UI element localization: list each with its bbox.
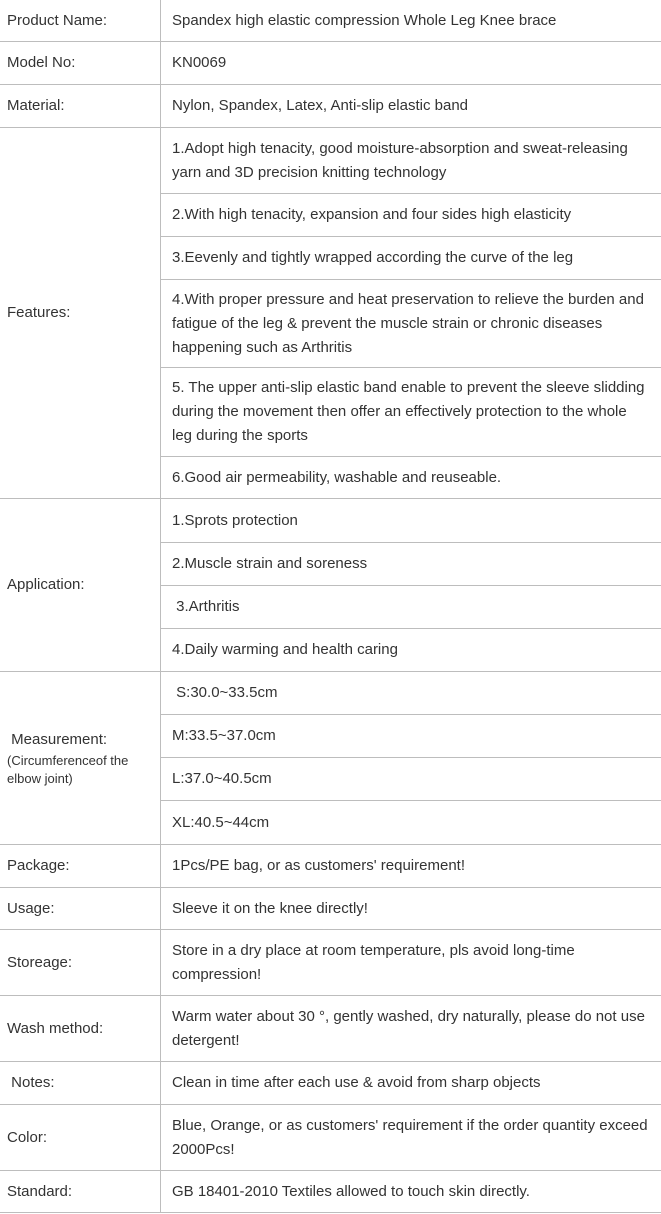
spec-value-cell: Blue, Orange, or as customers' requirement if the order quantity exceed 2000Pcs! bbox=[161, 1105, 661, 1171]
spec-label-cell bbox=[0, 42, 161, 85]
table-row bbox=[0, 0, 661, 42]
table-row bbox=[0, 128, 661, 194]
table-row bbox=[0, 1062, 661, 1105]
spec-label: Measurement: bbox=[7, 731, 108, 748]
spec-sublabel: (Circumferenceof the elbow joint) bbox=[7, 753, 133, 786]
spec-value-cell: Spandex high elastic compression Whole Leg Knee brace bbox=[161, 0, 661, 42]
table-row bbox=[0, 672, 661, 715]
spec-value-cell: L:37.0~40.5cm bbox=[161, 758, 661, 801]
spec-label: Wash method: bbox=[7, 1019, 104, 1037]
spec-label-cell bbox=[0, 128, 161, 499]
spec-label-cell bbox=[0, 499, 161, 672]
spec-value-cell: XL:40.5~44cm bbox=[161, 801, 661, 845]
spec-value-cell: S:30.0~33.5cm bbox=[161, 672, 661, 715]
spec-value-cell: 6.Good air permeability, washable and reuseable. bbox=[161, 457, 661, 499]
spec-label-cell bbox=[0, 930, 161, 996]
spec-value-cell: Clean in time after each use & avoid from sharp objects bbox=[161, 1062, 661, 1105]
spec-label: Storeage: bbox=[7, 953, 73, 971]
spec-value-cell: GB 18401-2010 Textiles allowed to touch skin directly. bbox=[161, 1171, 661, 1213]
spec-label-cell bbox=[0, 996, 161, 1062]
spec-value-cell: 1Pcs/PE bag, or as customers' requirement! bbox=[161, 845, 661, 888]
table-row bbox=[0, 85, 661, 128]
table-row bbox=[0, 930, 661, 996]
spec-value-cell: 4.Daily warming and health caring bbox=[161, 629, 661, 672]
spec-label-cell bbox=[0, 1105, 161, 1171]
spec-value-cell: 1.Adopt high tenacity, good moisture-absorption and sweat-releasing yarn and 3D precision knitting technology bbox=[161, 128, 661, 194]
spec-label-cell bbox=[0, 85, 161, 128]
spec-value-cell: Store in a dry place at room temperature, pls avoid long-time compression! bbox=[161, 930, 661, 996]
spec-value-cell: 1.Sprots protection bbox=[161, 499, 661, 543]
spec-value-cell: Nylon, Spandex, Latex, Anti-slip elastic band bbox=[161, 85, 661, 128]
spec-label: Color: bbox=[7, 1128, 48, 1146]
spec-label-cell bbox=[0, 888, 161, 930]
spec-value-cell: M:33.5~37.0cm bbox=[161, 715, 661, 758]
table-row bbox=[0, 996, 661, 1062]
spec-label: Material: bbox=[7, 97, 65, 114]
table-row bbox=[0, 845, 661, 888]
spec-label-cell bbox=[0, 672, 161, 845]
spec-label-cell bbox=[0, 1171, 161, 1213]
spec-label: Package: bbox=[7, 857, 70, 874]
spec-label: Application: bbox=[7, 576, 85, 593]
spec-label-cell bbox=[0, 0, 161, 42]
spec-value-cell: 2.With high tenacity, expansion and four sides high elasticity bbox=[161, 194, 661, 237]
spec-value-cell: Warm water about 30 °, gently washed, dry naturally, please do not use detergent! bbox=[161, 996, 661, 1062]
spec-label-cell bbox=[0, 845, 161, 888]
table-row bbox=[0, 42, 661, 85]
spec-label: Product Name: bbox=[7, 11, 108, 29]
spec-value-cell: 5. The upper anti-slip elastic band enable to prevent the sleeve slidding during the movement then offer an effectively protection to the whole leg during the sports bbox=[161, 368, 661, 457]
spec-label: Features: bbox=[7, 304, 71, 321]
spec-value-cell: 2.Muscle strain and soreness bbox=[161, 543, 661, 586]
spec-label: Model No: bbox=[7, 54, 76, 71]
spec-value-cell: Sleeve it on the knee directly! bbox=[161, 888, 661, 930]
spec-label-cell bbox=[0, 1062, 161, 1105]
table-row bbox=[0, 499, 661, 543]
spec-label: Usage: bbox=[7, 899, 55, 917]
spec-label: Notes: bbox=[7, 1074, 55, 1091]
spec-value-cell: 3.Arthritis bbox=[161, 586, 661, 629]
spec-value-cell: 3.Eevenly and tightly wrapped according the curve of the leg bbox=[161, 237, 661, 280]
table-row bbox=[0, 1171, 661, 1213]
spec-label: Standard: bbox=[7, 1182, 73, 1200]
spec-value-cell: 4.With proper pressure and heat preservation to relieve the burden and fatigue of the leg & prevent the muscle strain or chronic diseases happening such as Arthritis bbox=[161, 280, 661, 368]
table-row bbox=[0, 1105, 661, 1171]
spec-value-cell: KN0069 bbox=[161, 42, 661, 85]
table-row bbox=[0, 888, 661, 930]
